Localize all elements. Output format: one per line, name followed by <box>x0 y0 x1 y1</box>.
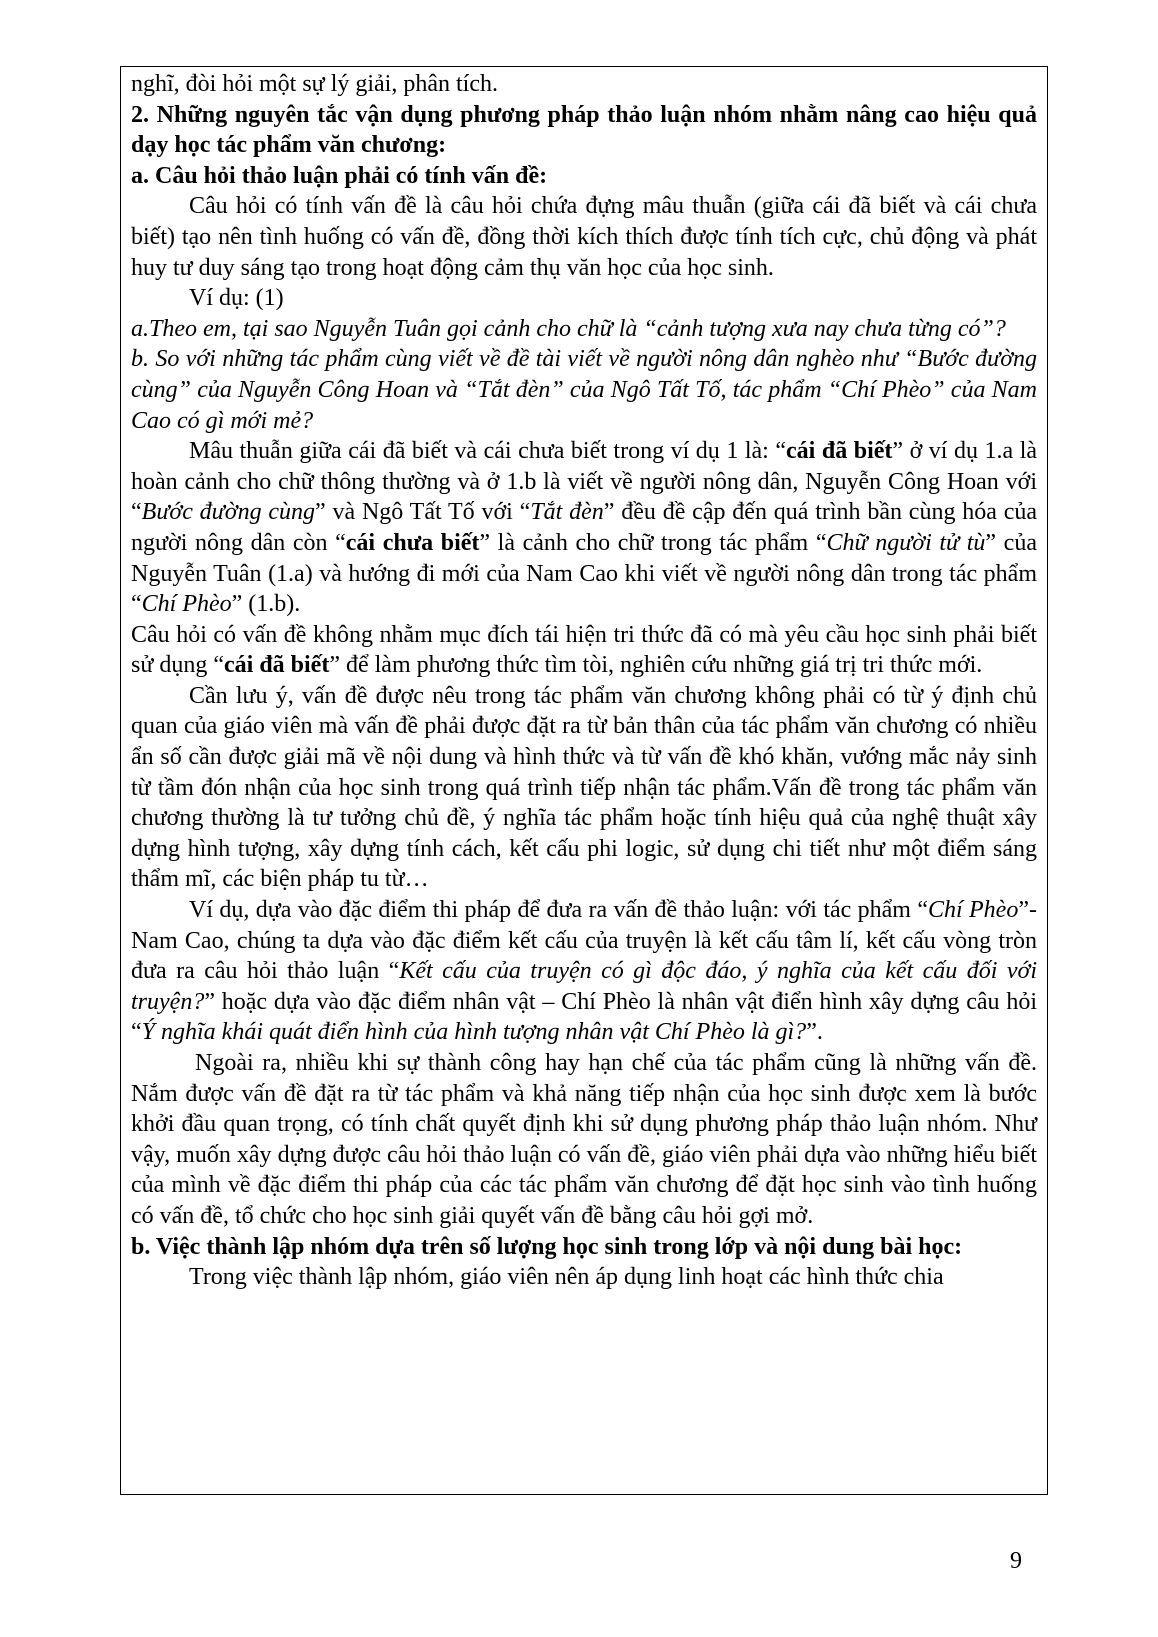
subsection-b-heading: b. Việc thành lập nhóm dựa trên số lượng học sinh trong lớp và nội dung bài học: <box>131 1233 963 1260</box>
example-b-question: b. So với những tác phẩm cùng viết về đề tài viết về người nông dân nghèo như “Bước đường cùng” của Nguyễn Công Hoan và “Tắt đèn” của Ngô Tất Tố, tác phẩm “Chí Phèo” của Nam Cao có gì mới mẻ? <box>131 346 1037 434</box>
text-run: ”- Nam Cao, chúng ta dựa vào đặc điểm kết cấu của truyện là kết cấu tâm lí, kết cấu vòng tròn đưa ra câu hỏi thảo luận “ <box>131 897 1037 985</box>
work-title: Tắt đèn <box>530 499 604 526</box>
definition-paragraph: Câu hỏi có tính vấn đề là câu hỏi chứa đựng mâu thuẫn (giữa cái đã biết và cái chưa biết) tạo nên tình huống có vấn đề, đồng thời kích thích được tính tích cực, chủ động và phát huy tư duy sáng tạo trong hoạt động cảm thụ văn học của học sinh. <box>131 193 1037 281</box>
bold-term: cái đã biết <box>786 438 893 465</box>
conclusion-paragraph: Ngoài ra, nhiều khi sự thành công hay hạn chế của tác phẩm cũng là những vấn đề. Nắm được vấn đề đặt ra từ tác phẩm và khả năng tiếp nhận của học sinh được xem là bước khởi đầu quan trọng, có tính chất quyết định khi sử dụng phương pháp thảo luận nhóm. Như vậy, muốn xây dựng được câu hỏi thảo luận có vấn đề, giáo viên phải dựa vào những hiểu biết của mình về đặc điểm thi pháp của các tác phẩm văn chương để đặt học sinh vào tình huống có vấn đề, tổ chức cho học sinh giải quyết vấn đề bằng câu hỏi gợi mở. <box>131 1050 1037 1229</box>
text-run: ” đều đề cập đến quá trình bần cùng hóa của người nông dân còn “ <box>131 499 1038 556</box>
text-run: Mâu thuẫn giữa cái đã biết và cái chưa biết trong ví dụ 1 là: “ <box>189 438 787 465</box>
caution-paragraph: Cần lưu ý, vấn đề được nêu trong tác phẩm văn chương không phải có từ ý định chủ quan của giáo viên mà vấn đề phải được đặt ra từ bản thân của tác phẩm văn chương có nhiều ẩn số cần được giải mã về nội dung và hình thức và từ vấn đề khó khăn, vướng mắc nảy sinh từ tầm đón nhận của học sinh trong quá trình tiếp nhận tác phẩm.Vấn đề trong tác phẩm văn chương thường là tư tưởng chủ đề, ý nghĩa tác phẩm hoặc tính hiệu quả của nghệ thuật xây dựng hình tượng, xây dựng tính cách, kết cấu phi logic, sử dụng chi tiết như một điểm sáng thẩm mĩ, các biện pháp tu từ… <box>131 682 1037 893</box>
document-frame <box>120 66 1048 1495</box>
work-title: Chí Phèo <box>927 897 1019 924</box>
text-run: Câu hỏi có vấn đề không nhằm mục đích tái hiện tri thức đã có mà yêu cầu học sinh phải biết sử dụng “ <box>131 621 1037 679</box>
subsection-b-opening: Trong việc thành lập nhóm, giáo viên nên áp dụng linh hoạt các hình thức chia <box>189 1264 944 1291</box>
purpose-paragraph <box>131 620 1037 681</box>
text-run: ” để làm phương thức tìm tòi, nghiên cứu những giá trị tri thức mới. <box>329 652 983 679</box>
example-label: Ví dụ: (1) <box>189 285 284 312</box>
text-run: ” (1.b). <box>231 591 301 618</box>
text-run: ” hoặc dựa vào đặc điểm nhân vật – Chí Phèo là nhân vật điển hình xây dựng câu hỏi “ <box>131 988 1037 1046</box>
bold-term: cái chưa biết <box>345 529 480 556</box>
work-title: Chí Phèo <box>141 591 232 618</box>
bold-term: cái đã biết <box>224 652 330 679</box>
text-run: ” là cảnh cho chữ trong tác phẩm “ <box>479 529 827 556</box>
work-title: Chữ người tử tù <box>826 529 986 556</box>
text-run: ” của Nguyễn Tuân (1.a) và hướng đi mới của Nam Cao khi viết về người nông dân trong tác phẩm “ <box>131 529 1037 618</box>
section-2-heading: 2. Những nguyên tắc vận dụng phương pháp thảo luận nhóm nhằm nâng cao hiệu quả dạy học tác phẩm văn chương: <box>131 101 1037 159</box>
page-number: 9 <box>1010 1548 1022 1574</box>
intro-fragment: nghĩ, đòi hỏi một sự lý giải, phân tích. <box>131 71 498 97</box>
poetics-example-paragraph <box>131 895 1037 1048</box>
text-run: Ví dụ, dựa vào đặc điểm thi pháp để đưa ra vấn đề thảo luận: với tác phẩm “ <box>189 897 928 924</box>
text-run: ”. <box>806 1019 823 1046</box>
subsection-a-heading: a. Câu hỏi thảo luận phải có tính vấn đề: <box>131 162 548 189</box>
work-title: Bước đường cùng <box>141 499 316 526</box>
text-run: ” ở ví dụ 1.a là hoàn cảnh cho chữ thông thường và ở 1.b là viết về người nông dân, Nguyễn Công Hoan với “ <box>131 438 1038 526</box>
example-a-question: a.Theo em, tại sao Nguyễn Tuân gọi cảnh cho chữ là “cảnh tượng xưa nay chưa từng có”? <box>131 315 1006 342</box>
text-run: ” và Ngô Tất Tố với “ <box>315 499 531 526</box>
discussion-question: Kết cấu của truyện có gì độc đáo, ý nghĩa của kết cấu đối với truyện? <box>131 958 1038 1015</box>
contradiction-paragraph <box>131 436 1037 620</box>
discussion-question: Ý nghĩa khái quát điển hình của hình tượng nhân vật Chí Phèo là gì? <box>141 1019 807 1046</box>
